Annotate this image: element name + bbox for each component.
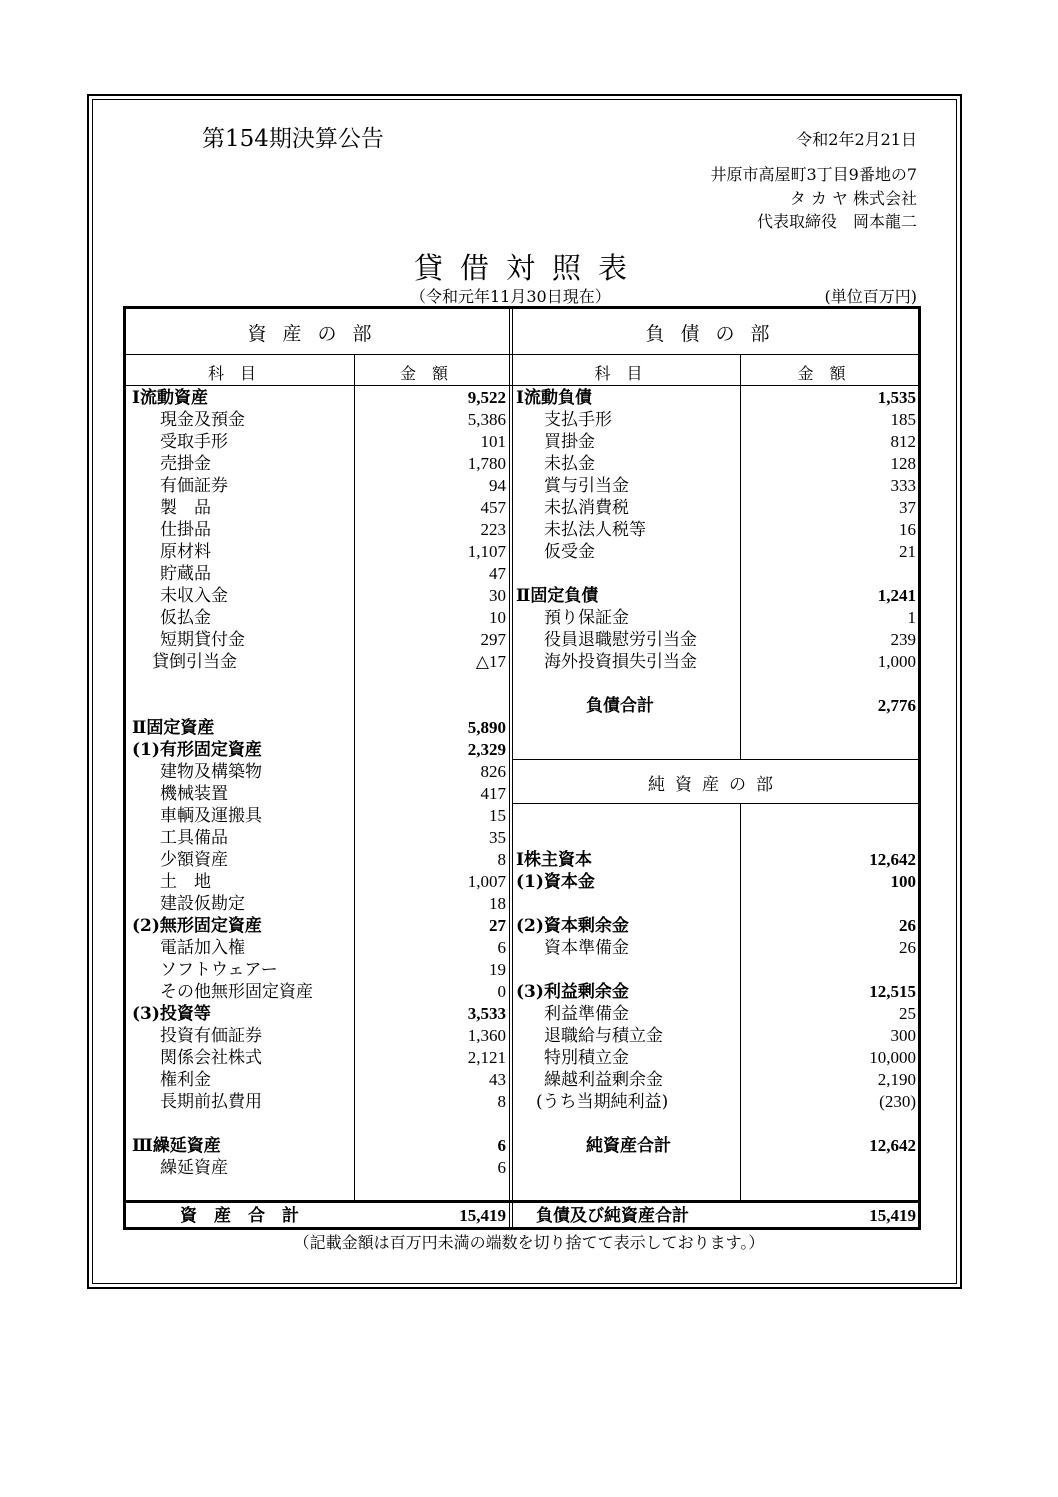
line-item-label: 支払手形: [544, 410, 612, 430]
center-divider: [509, 309, 513, 1227]
line-item-row: [132, 519, 506, 541]
line-item-value: 1,535: [877, 388, 916, 407]
line-item-row: [516, 607, 916, 629]
line-item-label: 役員退職慰労引当金: [544, 630, 697, 650]
line-item-value: 18: [489, 894, 506, 913]
line-item-value: 101: [480, 432, 506, 451]
liab-net-total-label: 負債及び純資産合計: [536, 1206, 689, 1226]
line-item-label: 賞与引当金: [544, 476, 629, 496]
line-item-label: 仕掛品: [160, 520, 211, 540]
line-item-row: [132, 1047, 506, 1069]
assets-total-label: 資 産 合 計: [180, 1206, 299, 1226]
total-line: [126, 1200, 918, 1203]
line-item-label: 投資有価証券: [160, 1026, 262, 1046]
line-item-value: 5,386: [467, 410, 506, 429]
line-item-row: [132, 805, 506, 827]
line-item-row: [516, 585, 916, 607]
line-item-row: [516, 475, 916, 497]
line-item-row: [132, 629, 506, 651]
line-item-row: [132, 497, 506, 519]
line-item-value: 223: [480, 520, 506, 539]
line-item-value: 1,780: [467, 454, 506, 473]
line-item-label: 負債合計: [586, 696, 654, 716]
line-item-row: [132, 849, 506, 871]
line-item-value: 37: [899, 498, 916, 517]
line-item-row: [132, 1025, 506, 1047]
line-item-value: 8: [497, 1092, 506, 1111]
line-item-value: 1,107: [467, 542, 506, 561]
line-item-row: [132, 827, 506, 849]
as-of-date: （令和元年11月30日現在）: [410, 287, 611, 306]
line-item-row: [516, 959, 916, 981]
line-item-label: 貸倒引当金: [152, 652, 237, 672]
line-item-value: 0: [497, 982, 506, 1001]
line-item-row: [132, 981, 506, 1003]
line-item-label: Ⅰ流動資産: [132, 388, 208, 408]
line-item-row: [516, 849, 916, 871]
line-item-value: 15: [489, 806, 506, 825]
assets-amount-column-header: 金額: [399, 364, 464, 383]
line-item-row: [132, 409, 506, 431]
line-item-label: (2)資本剰余金: [516, 916, 629, 936]
line-item-label: (3)投資等: [132, 1004, 211, 1024]
assets-total-row: [126, 1205, 506, 1227]
line-item-value: 26: [899, 938, 916, 957]
line-item-row: [516, 541, 916, 563]
line-item-value: 12,515: [869, 982, 916, 1001]
line-item-row: [132, 1157, 506, 1179]
line-item-label: 関係会社株式: [160, 1048, 262, 1068]
line-item-label: 資本準備金: [544, 938, 629, 958]
line-item-label: 短期貸付金: [160, 630, 245, 650]
line-item-value: 2,329: [467, 740, 506, 759]
line-item-label: ソフトウェアー: [160, 960, 278, 980]
line-item-row: [516, 1113, 916, 1135]
line-item-row: [132, 431, 506, 453]
line-item-row: [516, 871, 916, 893]
line-item-value: 1,007: [467, 872, 506, 891]
line-item-row: [132, 1113, 506, 1135]
line-item-label: 退職給与積立金: [544, 1026, 663, 1046]
liabilities-item-column-header: 科目: [594, 364, 659, 383]
line-item-value: 12,642: [869, 1136, 916, 1155]
column-header-line: [126, 385, 918, 386]
line-item-row: [132, 695, 506, 717]
line-item-label: 原材料: [160, 542, 211, 562]
line-item-value: 30: [489, 586, 506, 605]
line-item-row: [132, 585, 506, 607]
section-header-line: [126, 354, 918, 355]
line-item-row: [516, 915, 916, 937]
line-item-row: [132, 453, 506, 475]
line-item-value: 3,533: [467, 1004, 506, 1023]
line-item-label: (1)有形固定資産: [132, 740, 262, 760]
line-item-value: 10,000: [869, 1048, 916, 1067]
line-item-label: 預り保証金: [544, 608, 629, 628]
line-item-row: [516, 1025, 916, 1047]
line-item-label: 未払法人税等: [544, 520, 646, 540]
line-item-row: [516, 387, 916, 409]
line-item-row: [516, 431, 916, 453]
line-item-row: [516, 1047, 916, 1069]
line-item-row: [132, 761, 506, 783]
line-item-row: [516, 937, 916, 959]
line-item-row: [516, 409, 916, 431]
line-item-value: 812: [890, 432, 916, 451]
line-item-value: 6: [497, 938, 506, 957]
line-item-value: 35: [489, 828, 506, 847]
line-item-label: 現金及預金: [160, 410, 245, 430]
net-assets-header-bottom-line: [513, 803, 918, 804]
line-item-label: 有価証券: [160, 476, 228, 496]
line-item-value: 297: [480, 630, 506, 649]
line-item-row: [516, 651, 916, 673]
line-item-value: 2,776: [877, 696, 916, 715]
line-item-label: 繰越利益剰余金: [544, 1070, 663, 1090]
line-item-value: 16: [899, 520, 916, 539]
line-item-value: 5,890: [467, 718, 506, 737]
line-item-label: 車輌及運搬具: [160, 806, 262, 826]
line-item-row: [132, 1003, 506, 1025]
line-item-value: 43: [489, 1070, 506, 1089]
line-item-label: 少額資産: [160, 850, 228, 870]
line-item-row: [132, 893, 506, 915]
line-item-value: 300: [890, 1026, 916, 1045]
net-assets-section-header: 純資産の部: [648, 775, 783, 795]
balance-sheet-title: 貸借対照表: [413, 251, 644, 285]
line-item-row: [516, 519, 916, 541]
line-item-row: [132, 475, 506, 497]
line-item-value: 47: [489, 564, 506, 583]
line-item-value: (230): [879, 1092, 916, 1111]
line-item-label: 権利金: [160, 1070, 211, 1090]
line-item-value: 27: [489, 916, 506, 935]
line-item-value: 457: [480, 498, 506, 517]
assets-item-column-header: 科目: [207, 364, 272, 383]
line-item-label: 未払消費税: [544, 498, 629, 518]
line-item-label: 海外投資損失引当金: [544, 652, 697, 672]
company-name: タ カ ヤ 株式会社: [789, 189, 917, 208]
line-item-value: 185: [890, 410, 916, 429]
line-item-value: 19: [489, 960, 506, 979]
line-item-row: [132, 651, 506, 673]
line-item-value: 25: [899, 1004, 916, 1023]
line-item-label: 純資産合計: [586, 1136, 671, 1156]
line-item-value: 417: [480, 784, 506, 803]
line-item-label: (3)利益剰余金: [516, 982, 629, 1002]
line-item-row: [132, 563, 506, 585]
unit-label: (単位百万円): [824, 287, 917, 306]
line-item-label: 貯蔵品: [160, 564, 211, 584]
line-item-label: 工具備品: [160, 828, 228, 848]
line-item-label: 仮払金: [160, 608, 211, 628]
line-item-value: 1,000: [877, 652, 916, 671]
line-item-label: (うち当期純利益): [536, 1092, 669, 1112]
line-item-label: Ⅲ繰延資産: [132, 1136, 221, 1156]
line-item-row: [516, 453, 916, 475]
line-item-label: Ⅱ固定資産: [132, 718, 215, 738]
line-item-label: 特別積立金: [544, 1048, 629, 1068]
line-item-value: 2,121: [467, 1048, 506, 1067]
line-item-label: 機械装置: [160, 784, 228, 804]
line-item-row: [132, 871, 506, 893]
line-item-value: 94: [489, 476, 506, 495]
line-item-row: [132, 937, 506, 959]
line-item-value: 21: [899, 542, 916, 561]
line-item-label: Ⅰ流動負債: [516, 388, 592, 408]
line-item-row: [516, 1003, 916, 1025]
line-item-value: 333: [890, 476, 916, 495]
line-item-value: 8: [497, 850, 506, 869]
line-item-value: △17: [475, 652, 506, 671]
line-item-label: 受取手形: [160, 432, 228, 452]
footnote: （記載金額は百万円未満の端数を切り捨てて表示しております。）: [293, 1233, 765, 1252]
line-item-label: 買掛金: [544, 432, 595, 452]
line-item-row: [516, 695, 916, 717]
assets-section-header: 資産の部: [247, 323, 388, 345]
notice-date: 令和2年2月21日: [796, 130, 917, 149]
line-item-row: [132, 673, 506, 695]
company-representative: 代表取締役 岡本龍二: [756, 212, 917, 231]
line-item-row: [132, 1091, 506, 1113]
line-item-row: [132, 541, 506, 563]
line-item-label: 土 地: [160, 872, 211, 892]
line-item-value: 26: [899, 916, 916, 935]
line-item-row: [516, 563, 916, 585]
line-item-value: 6: [497, 1158, 506, 1177]
line-item-row: [516, 1069, 916, 1091]
line-item-label: 利益準備金: [544, 1004, 629, 1024]
line-item-value: 10: [489, 608, 506, 627]
line-item-row: [132, 717, 506, 739]
line-item-label: 売掛金: [160, 454, 211, 474]
line-item-row: [132, 783, 506, 805]
line-item-label: 未払金: [544, 454, 595, 474]
line-item-value: 239: [890, 630, 916, 649]
line-item-label: 製 品: [160, 498, 211, 518]
line-item-row: [516, 673, 916, 695]
liabilities-section-header: 負債の部: [645, 323, 786, 345]
notice-title: 第154期決算公告: [202, 126, 384, 152]
line-item-value: 12,642: [869, 850, 916, 869]
line-item-label: 電話加入権: [160, 938, 245, 958]
line-item-row: [132, 607, 506, 629]
line-item-row: [132, 915, 506, 937]
line-item-row: [132, 739, 506, 761]
line-item-label: (1)資本金: [516, 872, 595, 892]
liabilities-amount-column-header: 金額: [797, 364, 862, 383]
balance-sheet-table: [123, 306, 921, 1230]
line-item-value: 1,241: [877, 586, 916, 605]
line-item-row: [132, 959, 506, 981]
line-item-row: [132, 1135, 506, 1157]
assets-total-value: 15,419: [459, 1206, 506, 1225]
line-item-row: [516, 629, 916, 651]
line-item-value: 6: [497, 1136, 506, 1155]
liab-net-total-value: 15,419: [869, 1206, 916, 1225]
net-assets-header-top-line: [513, 759, 918, 760]
line-item-label: 繰延資産: [160, 1158, 228, 1178]
line-item-value: 2,190: [877, 1070, 916, 1089]
line-item-row: [516, 893, 916, 915]
line-item-value: 128: [890, 454, 916, 473]
line-item-value: 826: [480, 762, 506, 781]
line-item-label: Ⅱ固定負債: [516, 586, 599, 606]
line-item-row: [132, 387, 506, 409]
line-item-label: 未収入金: [160, 586, 228, 606]
line-item-row: [516, 981, 916, 1003]
line-item-label: 仮受金: [544, 542, 595, 562]
line-item-label: 長期前払費用: [160, 1092, 262, 1112]
line-item-row: [516, 1135, 916, 1157]
line-item-label: 建設仮勘定: [160, 894, 245, 914]
line-item-value: 9,522: [467, 388, 506, 407]
line-item-label: (2)無形固定資産: [132, 916, 262, 936]
line-item-value: 1,360: [467, 1026, 506, 1045]
line-item-label: Ⅰ株主資本: [516, 850, 592, 870]
line-item-row: [516, 1091, 916, 1113]
company-address: 井原市高屋町3丁目9番地の7: [710, 165, 917, 184]
line-item-label: その他無形固定資産: [160, 982, 313, 1002]
line-item-row: [132, 1069, 506, 1091]
liab-net-total-row: [536, 1205, 916, 1227]
line-item-value: 1: [907, 608, 916, 627]
line-item-label: 建物及構築物: [160, 762, 262, 782]
line-item-value: 100: [890, 872, 916, 891]
line-item-row: [516, 497, 916, 519]
